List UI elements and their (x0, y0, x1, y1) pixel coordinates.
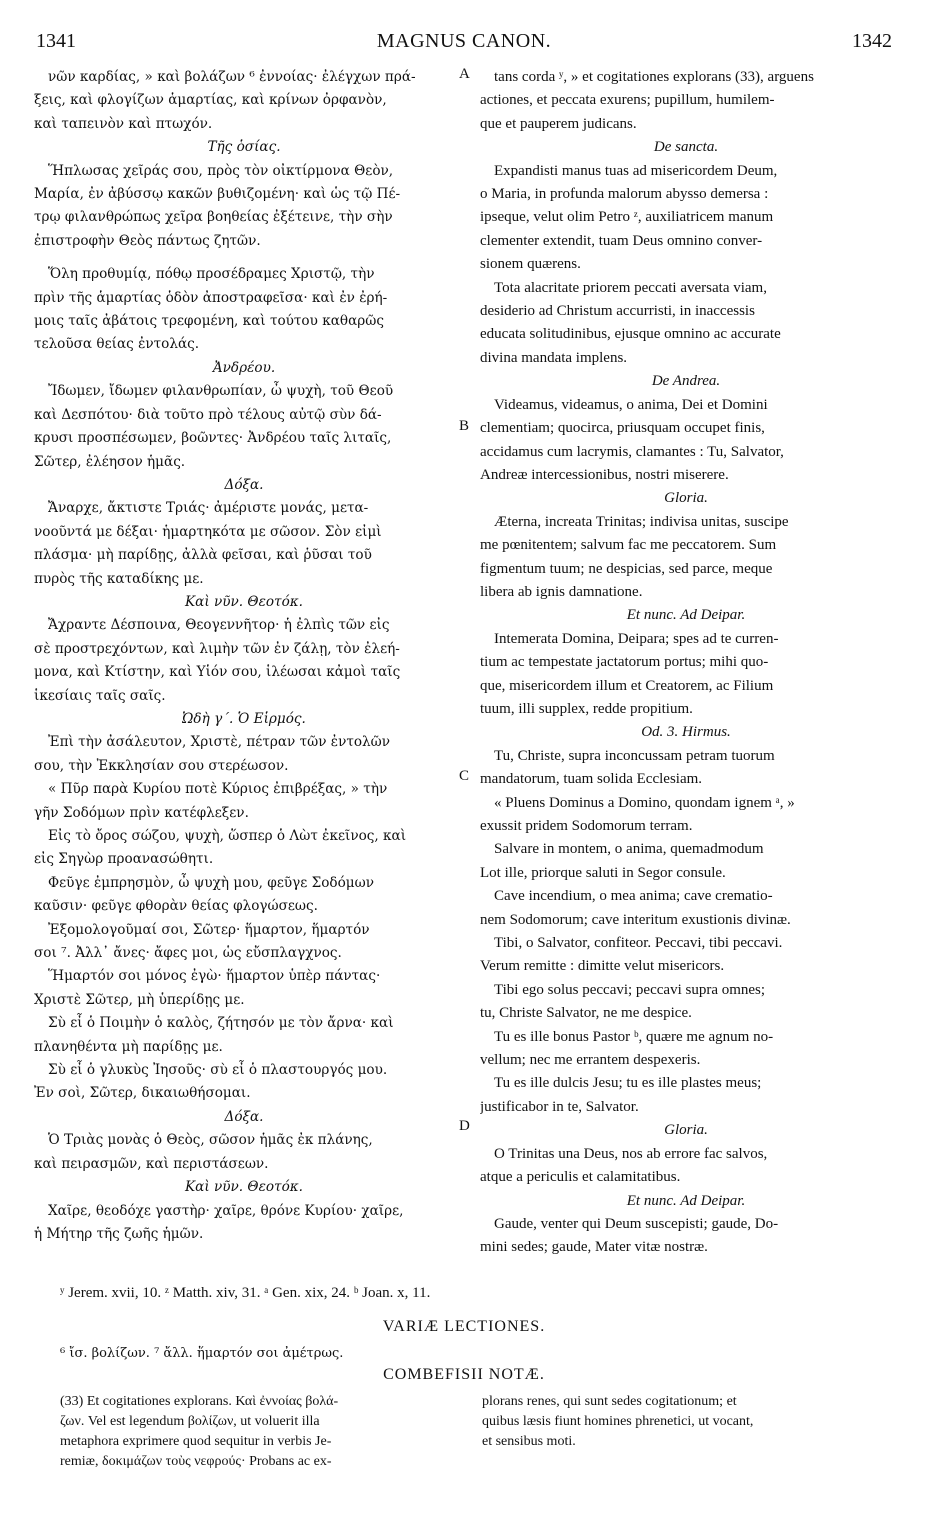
text-line: Ἄναρχε, ἄκτιστε Τριάς· ἀμέριστε μονάς, μετα- (48, 500, 369, 517)
text-line: πλανηθέντα μὴ παρίδῃς με. (34, 1038, 223, 1055)
text-line: mini sedes; gaude, Mater vitæ nostræ. (480, 1239, 708, 1256)
section-heading: Et nunc. Ad Deipar. (626, 1192, 746, 1209)
text-line: Tota alacritate priorem peccati aversata viam, (494, 279, 767, 296)
verse-paragraph (480, 885, 892, 932)
text-line: ipseque, velut olim Petro ᶻ, auxiliatricem manum (480, 209, 774, 226)
verse-paragraph (480, 160, 892, 277)
section-heading: Δόξα. (224, 476, 264, 493)
text-line: Φεῦγε ἐμπρησμὸν, ὦ ψυχὴ μου, φεῦγε Σοδόμων (48, 874, 374, 891)
verse-paragraph (480, 745, 892, 792)
section-heading: Od. 3. Hirmus. (641, 724, 731, 741)
text-line: Verum remitte : dimitte velut misericors. (480, 958, 725, 975)
text-line: Andreæ intercessionibus, nostri miserere. (480, 466, 729, 483)
text-line: τρῳ φιλανθρώπως χεῖρα βοηθείας ἐξέτεινε, τὴν σὴν (34, 209, 393, 226)
notes-right-column (482, 1392, 902, 1452)
margin-letter-b: B (459, 418, 470, 434)
section-heading: De Andrea. (651, 373, 721, 390)
text-line: Æterna, increata Trinitas; indivisa unitas, suscipe (494, 513, 789, 530)
text-line: κρυσι προσπέσωμεν, βοῶντες· Ἀνδρέου ταῖς λιταῖς, (34, 430, 392, 447)
verse-paragraph (34, 1200, 454, 1247)
text-line: Ἄχραντε Δέσποινα, Θεογεννῆτορ· ἡ ἐλπὶς τῶν εἰς (48, 617, 390, 634)
text-line: Intemerata Domina, Deipara; spes ad te curren- (494, 630, 779, 647)
text-line: Salvare in montem, o anima, quemadmodum (494, 841, 764, 858)
text-line: educata solitudinibus, ejusque omnino ac accurate (480, 326, 781, 343)
running-title: MAGNUS CANON. (376, 30, 552, 52)
verse-paragraph (480, 628, 892, 722)
text-line: σου, τὴν Ἐκκλησίαν σου στερέωσον. (34, 757, 289, 774)
note-line: ζων. Vel est legendum βολίζων, ut voluerit illa (60, 1414, 320, 1429)
section-heading: Et nunc. Ad Deipar. (626, 607, 746, 624)
verse-paragraph (34, 731, 454, 778)
verse-paragraph (480, 1072, 892, 1119)
text-line: γῆν Σοδόμων πρὶν κατέφλεξεν. (34, 804, 249, 821)
note-line: quibus læsis fiunt homines phrenetici, ut vocant, (482, 1414, 754, 1429)
section-heading: Gloria. (664, 1122, 708, 1139)
text-line: me pœnitentem; salvum fac me peccatorem. Sum (480, 537, 777, 554)
text-line: libera ab ignis damnatione. (480, 583, 643, 600)
verse-paragraph (34, 872, 454, 919)
text-line: figmentum tuum; ne despicias, sed parce, meque (480, 560, 773, 577)
verse-paragraph (34, 965, 454, 1012)
text-line: Σῶτερ, ἐλέησον ἡμᾶς. (34, 453, 186, 470)
text-line: divina mandata implens. (480, 349, 628, 366)
text-line: Ὅλη προθυμίᾳ, πόθῳ προσέδραμες Χριστῷ, τὴν (48, 266, 375, 283)
text-line: clementer extendit, tuam Deus omnino conver- (480, 232, 763, 249)
text-line: Cave incendium, o mea anima; cave crematio- (494, 888, 773, 905)
text-line: Ἥμαρτόν σοι μόνος ἐγὼ· ἥμαρτον ὑπὲρ πάντας· (48, 968, 381, 985)
left-page-number: 1341 (36, 30, 76, 52)
verse-paragraph (480, 932, 892, 979)
greek-column (34, 66, 454, 1246)
text-line: nem Sodomorum; cave interitum exustionis divinæ. (480, 911, 791, 928)
verse-paragraph (34, 1129, 454, 1176)
verse-paragraph (480, 979, 892, 1026)
verse-paragraph (480, 394, 892, 488)
section-heading: De sancta. (653, 139, 719, 156)
text-line: Tu es ille bonus Pastor ᵇ, quære me agnum no- (494, 1028, 774, 1045)
verse-paragraph (34, 263, 454, 357)
text-line: Σὺ εἶ ὁ Ποιμὴν ὁ καλὸς, ζήτησόν με τὸν ἄρνα· καὶ (48, 1015, 394, 1032)
verse-paragraph (34, 825, 454, 872)
text-line: Videamus, videamus, o anima, Dei et Domini (494, 396, 768, 413)
text-line: καὶ ταπεινὸν καὶ πτωχόν. (34, 115, 213, 132)
verse-paragraph (480, 792, 892, 839)
note-line: metaphora exprimere quod sequitur in verbis Je- (60, 1434, 332, 1449)
text-line: εἰς Σηγὼρ προανασώθητι. (34, 851, 214, 868)
verse-paragraph (34, 919, 454, 966)
text-line: Lot ille, priorque saluti in Segor consule. (480, 864, 726, 881)
text-line: tuum, illi supplex, redde propitium. (480, 700, 693, 717)
text-line: Ἴδωμεν, ἴδωμεν φιλανθρωπίαν, ὦ ψυχὴ, τοῦ Θεοῦ (48, 383, 394, 400)
text-line: O Trinitas una Deus, nos ab errore fac salvos, (494, 1145, 768, 1162)
text-line: Χριστὲ Σῶτερ, μὴ ὑπερίδῃς με. (34, 991, 245, 1008)
text-line: atque a periculis et calamitatibus. (480, 1169, 681, 1186)
text-line: exussit pridem Sodomorum terram. (480, 818, 693, 834)
section-heading: Ἀνδρέου. (212, 359, 276, 376)
right-page-number: 1342 (852, 30, 892, 52)
notes-title: COMBEFISII NOTÆ. (383, 1366, 545, 1383)
section-heading: Ὠδὴ γ΄. Ὁ Εἱρμός. (182, 710, 306, 727)
text-line: vellum; nec me errantem despexeris. (480, 1052, 701, 1069)
text-line: σὲ προστρεχόντων, καὶ λιμὴν τῶν ἐν ζάλῃ, τὸν ἐλεή- (34, 640, 400, 657)
margin-letter-c: C (459, 768, 470, 784)
text-line: clementiam; quocirca, priusquam occupet finis, (480, 420, 765, 437)
margin-letter-a: A (459, 66, 470, 82)
section-heading: Δόξα. (224, 1108, 264, 1125)
text-line: desiderio ad Christum accurristi, in inaccessis (480, 303, 755, 320)
note-line: (33) Et cogitationes explorans. Καὶ ἐννοίας βολά- (60, 1394, 339, 1409)
text-line: Tibi ego solus peccavi; peccavi supra omnes; (494, 981, 766, 998)
text-line: τελοῦσα θείας ἐντολάς. (34, 336, 200, 353)
text-line: πλάσμα· μὴ παρίδῃς, ἀλλὰ φεῖσαι, καὶ ῥῦσαι τοῦ (34, 547, 372, 564)
text-line: πρὶν τῆς ἁμαρτίας ὁδὸν ἀποστραφεῖσα· καὶ ἐν ἐρή- (34, 289, 388, 306)
footnotes: ʸ Jerem. xvii, 10. ᶻ Matth. xiv, 31. ᵃ Gen. xix, 24. ᵇ Joan. x, 11. (60, 1285, 431, 1301)
text-line: Ἐν σοὶ, Σῶτερ, δικαιωθήσομαι. (34, 1085, 251, 1102)
verse-paragraph (34, 778, 454, 825)
verse-paragraph (34, 160, 454, 254)
text-line: σοι ⁷. Ἀλλ᾽ ἄνες· ἄφες μοι, ὡς εὔσπλαγχνος. (34, 945, 342, 962)
text-line: que, misericordem illum et Creatorem, ac Filium (480, 677, 774, 694)
variae-lectiones-text: ⁶ ἴσ. βολίζων. ⁷ ἄλλ. ἥμαρτόν σοι ἀμέτρως. (60, 1346, 344, 1361)
section-heading: Καὶ νῦν. Θεοτόκ. (185, 1179, 303, 1196)
verse-paragraph (480, 838, 892, 885)
verse-paragraph (34, 66, 454, 136)
verse-paragraph (34, 497, 454, 591)
text-line: o Maria, in profunda malorum abysso demersa : (480, 186, 769, 203)
verse-paragraph (34, 380, 454, 474)
variae-lectiones-title: VARIÆ LECTIONES. (382, 1318, 546, 1335)
verse-paragraph (480, 1026, 892, 1073)
text-line: que et pauperem judicans. (480, 115, 637, 132)
verse-paragraph (480, 66, 892, 136)
margin-letter-d: D (459, 1118, 470, 1134)
text-line: actiones, et peccata exurens; pupillum, humilem- (480, 92, 775, 109)
text-line: Ἐξομολογοῦμαί σοι, Σῶτερ· ἥμαρτον, ἥμαρτόν (48, 921, 370, 938)
section-heading: Καὶ νῦν. Θεοτόκ. (185, 593, 303, 610)
text-line: ξεις, καὶ φλογίζων ἁμαρτίας, καὶ κρίνων ὀρφανὸν, (34, 92, 387, 109)
text-line: καὶ πειρασμῶν, καὶ περιστάσεων. (34, 1155, 269, 1172)
text-line: καὶ Δεσπότου· διὰ τοῦτο πρὸ τέλους αὐτῷ σὺν δά- (34, 406, 382, 423)
latin-column (480, 66, 892, 1260)
text-line: νοοῦντά με δέξαι· ἡμαρτηκότα με σῶσον. Σὸν εἰμὶ (34, 523, 382, 540)
notes-left-column (60, 1392, 460, 1472)
verse-paragraph (34, 1012, 454, 1059)
note-line: remiæ, δοκιμάζων τοὺς νεφρούς· Probans ac ex- (60, 1454, 332, 1469)
text-line: Ἐπὶ τὴν ἀσάλευτον, Χριστὲ, πέτραν τῶν ἐντολῶν (48, 734, 391, 751)
text-line: Tu, Christe, supra inconcussam petram tuorum (494, 747, 775, 764)
text-line: Tu es ille dulcis Jesu; tu es ille plastes meus; (494, 1075, 762, 1092)
text-line: μονα, καὶ Κτίστην, καὶ Υἱόν σου, ἱλέωσαι κἀμοὶ ταῖς (34, 664, 401, 681)
text-line: Μαρία, ἐν ἀβύσσῳ κακῶν βυθιζομένη· καὶ ὡς τῷ Πέ- (34, 186, 401, 203)
text-line: νῶν καρδίας, » καὶ βολάζων ⁶ ἐννοίας· ἐλέγχων πρά- (48, 69, 416, 85)
text-line: « Πῦρ παρὰ Κυρίου ποτὲ Κύριος ἐπιβρέξας, » τὴν (48, 781, 388, 798)
page-header (36, 30, 892, 58)
text-line: tium ac tempestate jactatorum portus; mihi quo- (480, 654, 769, 671)
text-line: Σὺ εἶ ὁ γλυκὺς Ἰησοῦς· σὺ εἶ ὁ πλαστουργός μου. (48, 1062, 388, 1079)
verse-paragraph (480, 1213, 892, 1260)
text-line: tu, Christe Salvator, ne me despice. (480, 1005, 692, 1022)
text-line: ἐπιστροφὴν Θεὸς πάντως ζητῶν. (34, 232, 261, 249)
spacer (34, 253, 454, 263)
text-line: Tibi, o Salvator, confiteor. Peccavi, tibi peccavi. (494, 935, 783, 952)
verse-paragraph (480, 277, 892, 371)
verse-paragraph (480, 511, 892, 605)
text-line: Expandisti manus tuas ad misericordem Deum, (494, 162, 778, 179)
text-line: tans corda ʸ, » et cogitationes explorans (33), arguens (494, 69, 814, 85)
text-line: Ἥπλωσας χεῖράς σου, πρὸς τὸν οἰκτίρμονα Θεὸν, (48, 162, 394, 179)
text-line: Χαῖρε, θεοδόχε γαστὴρ· χαῖρε, θρόνε Κυρίου· χαῖρε, (48, 1202, 404, 1219)
text-line: Gaude, venter qui Deum suscepisti; gaude, Do- (494, 1215, 779, 1232)
text-line: Ὁ Τριὰς μονὰς ὁ Θεὸς, σῶσον ἡμᾶς ἐκ πλάνης, (48, 1132, 373, 1149)
text-line: justificabor in te, Salvator. (480, 1098, 639, 1115)
text-line: ἡ Μήτηρ τῆς ζωῆς ἡμῶν. (34, 1225, 204, 1242)
text-line: ἱκεσίαις ταῖς σαῖς. (34, 687, 166, 704)
text-line: accidamus cum lacrymis, clamantes : Tu, Salvator, (480, 443, 784, 460)
text-line: πυρὸς τῆς καταδίκης με. (34, 570, 204, 587)
text-line: mandatorum, tuam solida Ecclesiam. (480, 771, 703, 788)
text-line: καῦσιν· φεῦγε φθορὰν θείας φλογώσεως. (34, 898, 318, 915)
text-line: μοις ταῖς ἀβάτοις τρεφομένη, καὶ τούτου καθαρῶς (34, 313, 384, 330)
text-line: sionem quærens. (480, 256, 581, 273)
verse-paragraph (34, 614, 454, 708)
note-line: et sensibus moti. (482, 1434, 576, 1449)
section-heading: Gloria. (664, 490, 708, 507)
verse-paragraph (34, 1059, 454, 1106)
text-line: « Pluens Dominus a Domino, quondam ignem ᵃ, » (494, 794, 795, 811)
text-line: Εἰς τὸ ὄρος σώζου, ψυχὴ, ὥσπερ ὁ Λὼτ ἐκεῖνος, καὶ (48, 828, 407, 844)
note-line: plorans renes, qui sunt sedes cogitationum; et (482, 1394, 737, 1409)
verse-paragraph (480, 1143, 892, 1190)
section-heading: Τῆς ὁσίας. (207, 139, 281, 156)
